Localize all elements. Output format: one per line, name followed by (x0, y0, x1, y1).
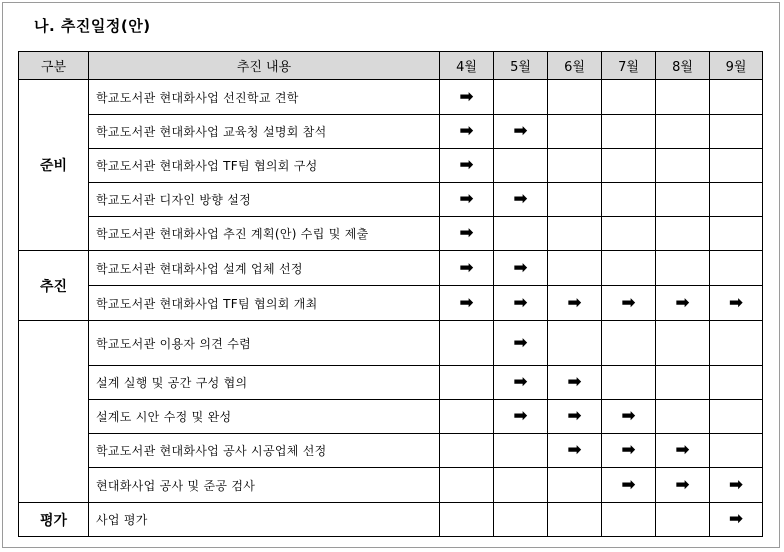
month-cell (656, 321, 710, 366)
arrow-icon: ➡ (567, 372, 582, 392)
task-label: 현대화사업 공사 및 준공 검사 (89, 468, 440, 503)
task-label: 학교도서관 현대화사업 TF팀 협의회 구성 (89, 149, 440, 183)
arrow-icon: ➡ (675, 292, 690, 313)
arrow-icon: ➡ (621, 292, 636, 313)
month-cell-active (440, 286, 494, 321)
month-cell-active (656, 434, 710, 468)
month-cell (494, 217, 548, 251)
month-cell (656, 80, 710, 115)
month-cell (602, 503, 656, 537)
month-cell (440, 434, 494, 468)
arrow-icon: ➡ (513, 121, 528, 141)
schedule-body (19, 80, 763, 537)
month-cell (548, 217, 602, 251)
task-label: 설계도 시안 수정 및 완성 (89, 400, 440, 434)
arrow-icon: ➡ (459, 189, 474, 209)
header-month: 5월 (494, 52, 548, 80)
header-category: 구분 (19, 52, 89, 80)
phase-cell: 준비 (19, 80, 89, 251)
month-cell-active (548, 366, 602, 400)
header-month: 6월 (548, 52, 602, 80)
month-cell (602, 217, 656, 251)
month-cell (656, 149, 710, 183)
table-row (19, 503, 763, 537)
arrow-icon: ➡ (513, 372, 528, 392)
arrow-icon: ➡ (567, 440, 582, 460)
month-cell (656, 251, 710, 286)
month-cell (710, 217, 763, 251)
month-cell (440, 321, 494, 366)
month-cell-active (494, 366, 548, 400)
month-cell (494, 149, 548, 183)
month-cell (710, 149, 763, 183)
month-cell-active (710, 286, 763, 321)
task-label: 학교도서관 디자인 방향 설정 (89, 183, 440, 217)
month-cell-active (602, 286, 656, 321)
month-cell-active (656, 286, 710, 321)
task-label: 학교도서관 이용자 의견 수렴 (89, 321, 440, 366)
month-cell (602, 321, 656, 366)
phase-cell (19, 321, 89, 503)
arrow-icon: ➡ (728, 509, 744, 529)
month-cell-active (656, 468, 710, 503)
month-cell-active (494, 400, 548, 434)
month-cell (494, 80, 548, 115)
month-cell-active (440, 217, 494, 251)
month-cell-active (548, 434, 602, 468)
task-label: 학교도서관 현대화사업 설계 업체 선정 (89, 251, 440, 286)
month-cell (602, 149, 656, 183)
month-cell (656, 366, 710, 400)
arrow-icon: ➡ (459, 121, 474, 141)
arrow-icon: ➡ (675, 474, 690, 495)
arrow-icon: ➡ (567, 292, 582, 313)
month-cell (548, 183, 602, 217)
arrow-icon: ➡ (513, 189, 528, 209)
arrow-icon: ➡ (459, 257, 474, 278)
arrow-icon: ➡ (513, 292, 528, 313)
arrow-icon: ➡ (728, 292, 744, 313)
month-cell (656, 217, 710, 251)
table-row (19, 183, 763, 217)
month-cell (440, 503, 494, 537)
month-cell-active (494, 115, 548, 149)
table-row (19, 321, 763, 366)
month-cell (656, 400, 710, 434)
arrow-icon: ➡ (513, 406, 528, 426)
task-label: 사업 평가 (89, 503, 440, 537)
month-cell-active (710, 468, 763, 503)
arrow-icon: ➡ (567, 406, 582, 426)
month-cell-active (602, 400, 656, 434)
month-cell (548, 251, 602, 286)
month-cell (656, 183, 710, 217)
month-cell (548, 468, 602, 503)
month-cell (548, 80, 602, 115)
header-month: 8월 (656, 52, 710, 80)
month-cell-active (494, 286, 548, 321)
month-cell (548, 115, 602, 149)
month-cell (548, 321, 602, 366)
month-cell (710, 434, 763, 468)
month-cell (494, 434, 548, 468)
table-row (19, 468, 763, 503)
arrow-icon: ➡ (621, 440, 636, 460)
table-row (19, 434, 763, 468)
phase-cell: 평가 (19, 503, 89, 537)
month-cell (548, 149, 602, 183)
month-cell-active (440, 149, 494, 183)
arrow-icon: ➡ (459, 86, 474, 107)
arrow-icon: ➡ (728, 474, 744, 495)
table-row (19, 80, 763, 115)
month-cell-active (440, 251, 494, 286)
header-content: 추진 내용 (89, 52, 440, 80)
arrow-icon: ➡ (621, 406, 636, 426)
month-cell-active (494, 183, 548, 217)
phase-cell: 추진 (19, 251, 89, 321)
task-label: 학교도서관 현대화사업 추진 계획(안) 수립 및 제출 (89, 217, 440, 251)
month-cell (440, 366, 494, 400)
month-cell-active (440, 80, 494, 115)
month-cell-active (494, 251, 548, 286)
arrow-icon: ➡ (513, 257, 528, 278)
task-label: 학교도서관 현대화사업 공사 시공업체 선정 (89, 434, 440, 468)
month-cell (710, 115, 763, 149)
month-cell (710, 80, 763, 115)
table-row (19, 217, 763, 251)
month-cell-active (548, 400, 602, 434)
section-title: 나. 추진일정(안) (34, 17, 151, 35)
month-cell-active (548, 286, 602, 321)
arrow-icon: ➡ (459, 292, 474, 313)
month-cell (440, 468, 494, 503)
task-label: 학교도서관 현대화사업 TF팀 협의회 개최 (89, 286, 440, 321)
table-row (19, 115, 763, 149)
table-row (19, 149, 763, 183)
task-label: 학교도서관 현대화사업 교육청 설명회 참석 (89, 115, 440, 149)
month-cell (548, 503, 602, 537)
arrow-icon: ➡ (513, 332, 528, 353)
month-cell-active (440, 115, 494, 149)
month-cell-active (602, 434, 656, 468)
header-month: 7월 (602, 52, 656, 80)
table-row (19, 251, 763, 286)
month-cell (602, 366, 656, 400)
month-cell (602, 80, 656, 115)
month-cell (710, 400, 763, 434)
month-cell (494, 468, 548, 503)
header-row (19, 52, 763, 80)
table-row (19, 286, 763, 321)
month-cell (440, 400, 494, 434)
month-cell (710, 366, 763, 400)
month-cell (494, 503, 548, 537)
month-cell (710, 321, 763, 366)
task-label: 설계 실행 및 공간 구성 협의 (89, 366, 440, 400)
month-cell-active (710, 503, 763, 537)
header-month: 9월 (710, 52, 763, 80)
month-cell-active (440, 183, 494, 217)
month-cell (602, 115, 656, 149)
month-cell-active (494, 321, 548, 366)
table-row (19, 400, 763, 434)
month-cell (656, 115, 710, 149)
header-month: 4월 (440, 52, 494, 80)
month-cell (710, 251, 763, 286)
arrow-icon: ➡ (459, 155, 474, 175)
month-cell (602, 251, 656, 286)
arrow-icon: ➡ (621, 474, 636, 495)
task-label: 학교도서관 현대화사업 선진학교 견학 (89, 80, 440, 115)
month-cell-active (602, 468, 656, 503)
table-row (19, 366, 763, 400)
arrow-icon: ➡ (675, 440, 690, 460)
month-cell (602, 183, 656, 217)
schedule-table (18, 51, 763, 537)
month-cell (710, 183, 763, 217)
month-cell (656, 503, 710, 537)
arrow-icon: ➡ (459, 223, 474, 243)
